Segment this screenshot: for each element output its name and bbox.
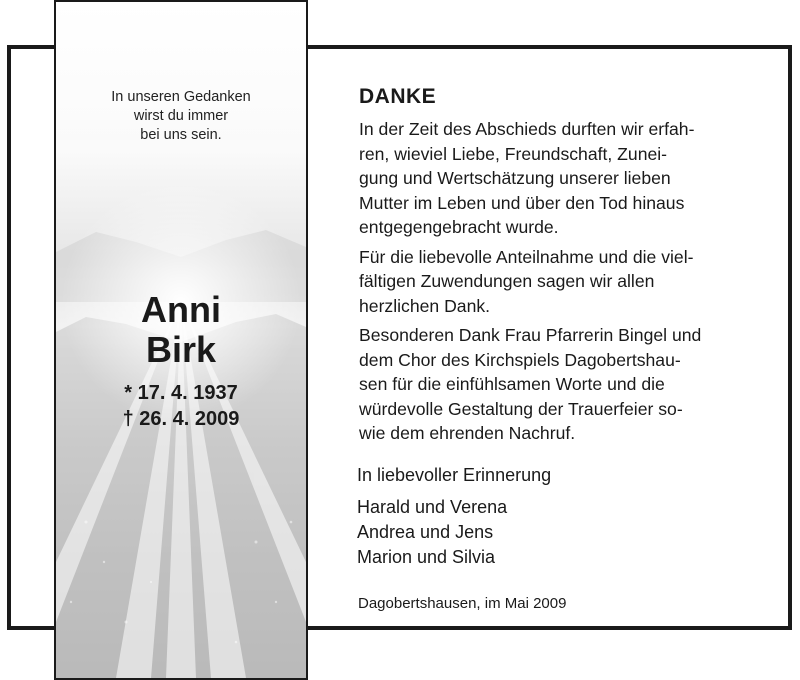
first-name: Anni: [141, 289, 221, 330]
signatory: Marion und Silvia: [357, 547, 496, 567]
notice-title: DANKE: [359, 85, 437, 108]
text-line: gung und Wertschätzung unserer lieben: [359, 168, 671, 188]
text-line: Mutter im Leben und über den Tod hinaus: [359, 192, 685, 213]
text-line: dem Chor des Kirchspiels Dagobertshau-: [359, 349, 681, 370]
text-line: sen für die einfühlsamen Worte und die: [359, 374, 665, 394]
quote-line: In unseren Gedanken: [111, 89, 251, 105]
deceased-name: [56, 290, 306, 370]
place-and-date: Dagobertshausen, im Mai 2009: [358, 595, 567, 612]
text-line: würdevolle Gestaltung der Trauerfeier so-: [359, 398, 683, 419]
text-line: entgegengebracht wurde.: [359, 217, 559, 237]
text-line: ren, wieviel Liebe, Freundschaft, Zunei-: [359, 143, 668, 164]
thank-you-text: [359, 84, 747, 451]
life-dates: [56, 380, 306, 432]
signatory: Andrea und Jens: [357, 522, 494, 542]
text-line: fältigen Zuwendungen sagen wir allen: [359, 271, 655, 291]
paragraph-3: [359, 323, 747, 446]
death-date: † 26. 4. 2009: [122, 408, 240, 430]
quote-line: bei uns sein.: [140, 127, 222, 143]
paragraph-1: [359, 117, 747, 240]
signatory: Harald und Verena: [357, 497, 508, 517]
remembrance-line: In liebevoller Erinnerung: [357, 465, 552, 485]
memorial-image-panel: [54, 0, 308, 680]
text-line: Besonderen Dank Frau Pfarrerin Bingel und: [359, 325, 702, 345]
text-line: In der Zeit des Abschieds durften wir erfah-: [359, 119, 695, 139]
memorial-quote: [56, 88, 306, 145]
paragraph-2: [359, 245, 747, 319]
birth-date: * 17. 4. 1937: [124, 382, 238, 404]
text-line: wie dem ehrenden Nachruf.: [359, 423, 576, 443]
text-line: herzlichen Dank.: [359, 295, 491, 316]
last-name: Birk: [145, 329, 217, 370]
quote-line: wirst du immer: [133, 108, 229, 124]
text-line: Für die liebevolle Anteilnahme und die viel-: [359, 246, 694, 267]
